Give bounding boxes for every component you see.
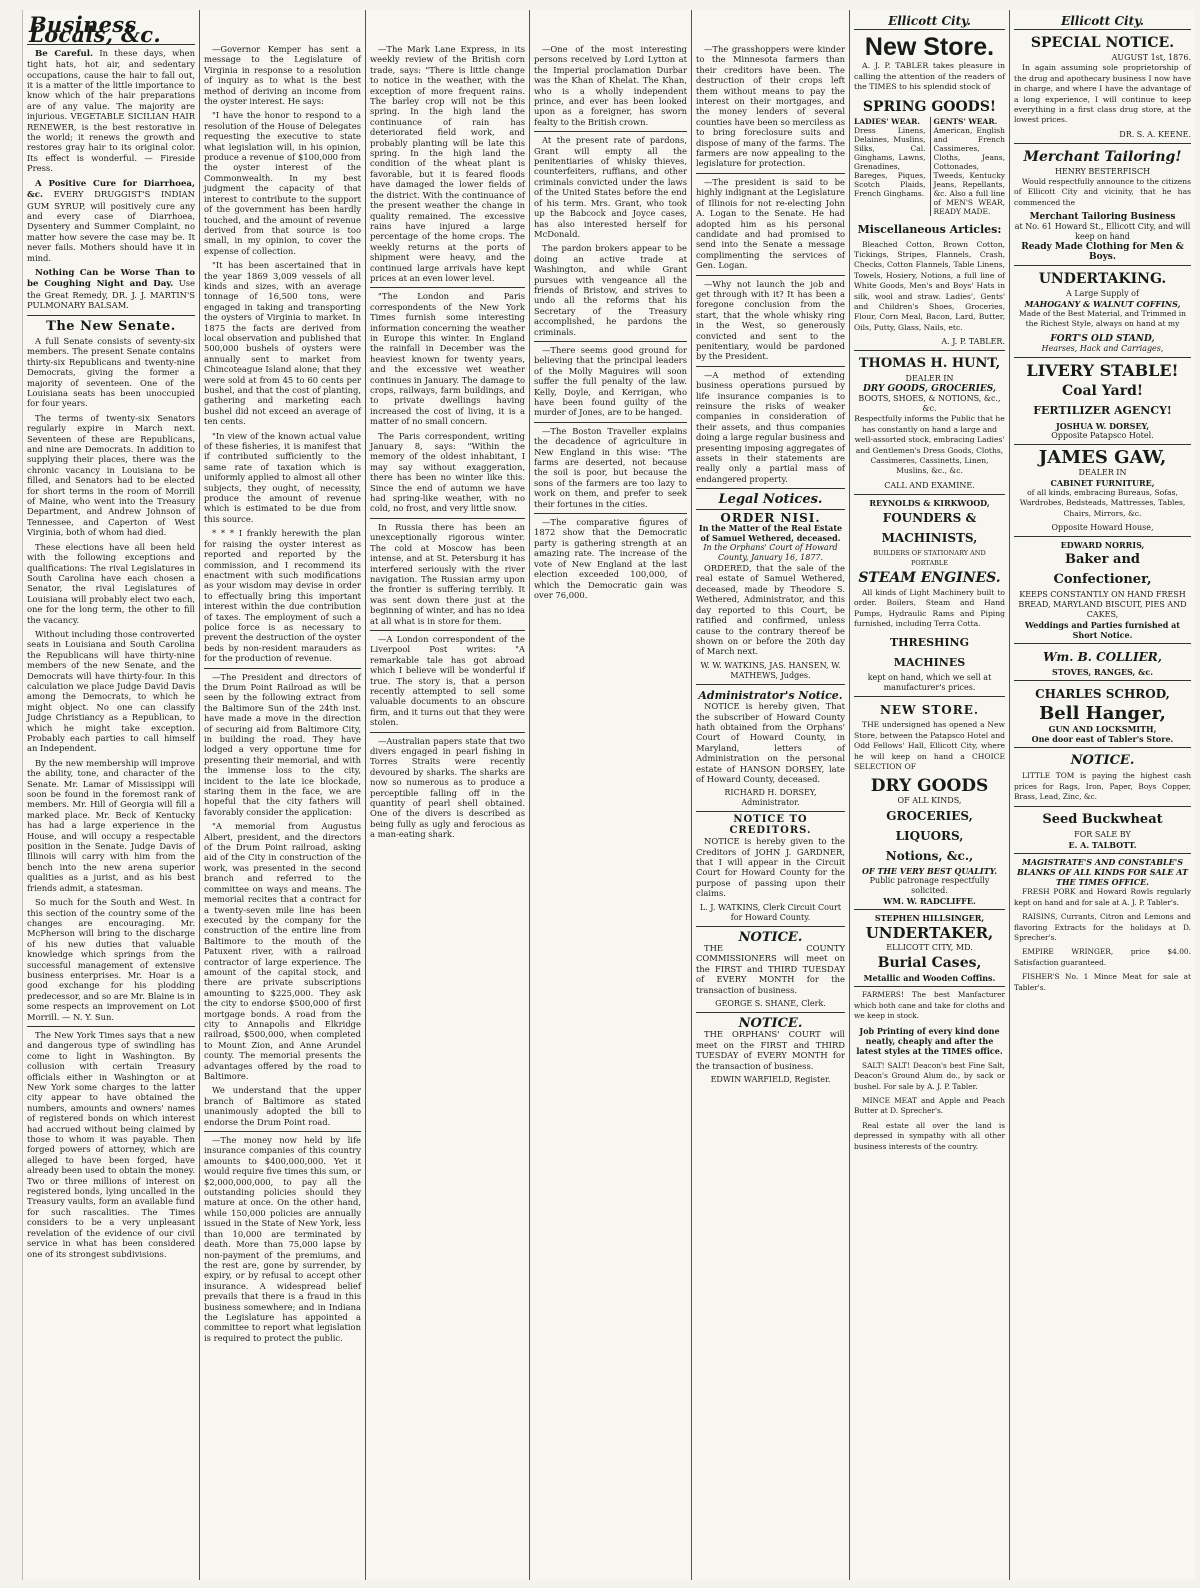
order-nisi-court: In the Orphans' Court of Howard County, January 16, 1877.: [703, 543, 838, 563]
cabinet-furniture: CABINET FURNITURE,: [1050, 477, 1155, 488]
article-paragraph: —The Boston Traveller explains the decadence of agriculture in New England in this wise: "The farms are deserted, not because the soil is poor, but because the sons of the farmers are too lazy to work on them, and prefer to seek their fortunes in the cities.: [534, 425, 687, 509]
patronage-line: Public patronage respectfully solicited.: [869, 876, 990, 896]
ellicott-city-line: ELLICOTT CITY, MD.: [886, 943, 973, 953]
column-3: [366, 10, 529, 1580]
furniture-list: of all kinds, embracing Bureaus, Sofas, Wardrobes, Bedsteads, Mattresses, Tables, Chairs, Mirrors, &c.: [1019, 487, 1186, 518]
article-paragraph: A full Senate consists of seventy-six members. The present Senate contains thirty-six Republicans and twenty-nine Democrats, giving the former a majority of seventeen. One of the Louisiana seats has been unoccupied for four years.: [27, 335, 195, 409]
article-paragraph: —The president is said to be highly indignant at the Legislature of Illinois for not re-electing John A. Logan to the Senate. He had adopted him as his personal candidate and had promised to send into the Senate a message complimenting the services of Gen. Logan.: [696, 176, 845, 271]
new-store-2-heading: NEW STORE.: [879, 703, 980, 718]
threshing-heading: THRESHING MACHINES: [889, 636, 970, 670]
article-paragraph: —The grasshoppers were kinder to the Minnesota farmers than their creditors have been. The destruction of their crops left them without means to pay the interest on their mortgages, and the money lenders of several counties have been so merciless as to bring foreclosure suits and dispose of many of the farms. The farmers are now appealing to the legislature for protection.: [696, 44, 846, 169]
article-paragraph: "It has been ascertained that in the year 1869 3,009 vessels of all kinds and sizes, with an average tonnage of 16,500 tons, were engaged in taking and transporting the oysters of Virginia to market. In 1875 the facts are derived from local observation and published that 500,000 bushels of oysters were annually sent to market from Chincoteague Island alone; that they were sold at from 45 to 60 cents per bushel, and that the cost of planting, gathering and marketing each bushel did not exceed an average of ten cents.: [204, 260, 361, 427]
door-location: One door east of Tabler's Store.: [1031, 734, 1174, 745]
baker-heading: Baker and Confectioner,: [1053, 552, 1152, 588]
gents-wear-label: GENTS' WEAR.: [933, 116, 998, 126]
article-paragraph: —A method of extending business operations pursued by life insurance companies is to reinsure the risks of weaker companies in consideration of their assets, and thus companies doing a large regular business and presenting imposing aggregates of assets in their statements are really only a partial mass of endangered property.: [696, 369, 845, 484]
nothing-worse-lead: Nothing Can be Worse Than to be Coughing Night and Day.: [27, 267, 195, 290]
column-1: [23, 10, 199, 1580]
steam-text: All kinds of Light Machinery built to order. Boilers, Steam and Hand Pumps, Hydraulic Rams and Piping furnished, including Terra Cotta.: [854, 587, 1005, 628]
positive-cure-text: EVERY DRUGGIST'S INDIAN GUM SYRUP, will positively cure any and every case of Diarrhoea, Dysentery and Summer Complaint, no matter how severe the case may be. It never fails. Mothers should have it in mind.: [27, 189, 195, 263]
ladies-wear-label: LADIES' WEAR.: [854, 116, 920, 126]
schrod-heading: CHARLES SCHROD,: [1035, 687, 1170, 702]
new-store-headline: New Store.: [864, 33, 995, 62]
dry-goods-headline: DRY GOODS: [870, 776, 989, 797]
be-careful-text: In these days, when tight hats, hot air, and sedentary occupations, cause the hair to fall out, it is a matter of the little importance to know which of the hair preparations are of any value. The majority are injurious. VEGETABLE SICILIAN HAIR RENEWER, is the best restorative in the world; it renews the growth and restores gray hair to its original color. Its effect is wonderful. — Fireside Press.: [27, 47, 196, 174]
raisins-ad: RAISINS, Currants, Citron and Lemons and flavoring Extracts for the holidays at D. Sprecher's.: [1014, 912, 1191, 942]
all-kinds: OF ALL KINDS,: [897, 796, 962, 806]
stoves-line: STOVES, RANGES, &c.: [1052, 667, 1153, 678]
notions-headline: Notions, &c.,: [885, 849, 974, 864]
article-paragraph: —A London correspondent of the Liverpool Post writes: "A remarkable tale has got abroad which I believe will be wonderful if true. The story is, that a person recently attempted to sell some valuable documents to an obscure firm, and it turns out that they were stolen.: [370, 633, 525, 728]
gents-wear-list: American, English and French Cassimeres, Cloths, Jeans, Cottonades, Tweeds, Kentucky Jeans, Repellants, &c. Also a full line of MEN'S WEAR, READY MADE.: [933, 125, 1005, 216]
farmers-ad: FARMERS! The best Manfacturer which both cane and take for cloths and we keep in stock.: [854, 990, 1005, 1021]
reynolds-name: REYNOLDS & KIRKWOOD,: [869, 497, 990, 508]
seed-buckwheat-heading: Seed Buckwheat: [1042, 812, 1163, 828]
hunt-subline: BOOTS, SHOES, & NOTIONS, &c., &c.: [858, 394, 1001, 414]
article-paragraph: —One of the most interesting persons received by Lord Lytton at the Imperial proclamation Durbar was the Khan of Khelat. The Khan, who is a wholly independent prince, and ever has been looked upon as a foreigner, has sworn fealty to the British crown.: [534, 44, 687, 127]
livery-stable-heading: LIVERY STABLE!: [1026, 360, 1179, 380]
notice-heading: NOTICE.: [1070, 753, 1135, 769]
column-2: [200, 10, 365, 1580]
real-estate-ad: Real estate all over the land is depressed in sympathy with all other business interests of the country.: [854, 1120, 1005, 1151]
column-6: [850, 10, 1009, 1580]
article-paragraph: The terms of twenty-six Senators regularly expire in March next. Seventeen of these are Republicans, and nine are Democrats. In addition to supplying their places, there was the chronic vacancy in Louisiana to be filled, and Senators had to be elected for short terms in the room of Morrill of Maine, who went into the Treasury Department, and Andrew Johnson of Tennessee, and Caperton of West Virginia, both of whom had died.: [27, 412, 195, 538]
tabler-intro: A. J. P. TABLER takes pleasure in calling the attention of the readers of the TIMES to his splendid stock of: [854, 61, 1005, 92]
merchant-name: HENRY BESTERFISCH: [1054, 166, 1151, 176]
hearses-line: Hearses, Hack and Carriages,: [1041, 343, 1164, 353]
hunt-name: THOMAS H. HUNT,: [858, 356, 1001, 372]
column-4: [530, 10, 691, 1580]
collier-heading: Wm. B. COLLIER,: [1043, 650, 1162, 665]
dorsey-address: Opposite Patapsco Hotel.: [1051, 430, 1154, 440]
spring-goods-headline: SPRING GOODS!: [862, 98, 997, 115]
article-paragraph: "A memorial from Augustus Albert, president, and the directors of the Drum Point railroad, asking aid of the City in construction of the work, was presented in the second branch and referred to the committee on ways and means. The memorial recites that a contract for a twenty-seven mile line has been executed by the company for the construction of the entire line from Baltimore to the mouth of the Patuxent river, with a railroad contractor of large experience. The amount of the capital stock, and there are private subscriptions amounting to $225,000. They ask the city to endorse $500,000 of first mortgage bonds. A road from the city to Annapolis and Elkridge railroad, $500,000, when completed to Mount Zion, and Anne Arundel county. The memorial presents the advantages offered by the road to Baltimore.: [204, 821, 361, 1081]
for-sale-by: FOR SALE BY: [1074, 830, 1131, 840]
special-notice-date: AUGUST 1st, 1876.: [1111, 53, 1191, 63]
ellicott-city-heading: Ellicott City.: [1061, 14, 1144, 28]
notice-heading: NOTICE.: [738, 1016, 803, 1032]
quality-line: OF THE VERY BEST QUALITY.: [861, 866, 998, 877]
notice-signature: GEORGE S. SHANE, Clerk.: [715, 999, 826, 1009]
notice-heading: NOTICE.: [738, 929, 803, 945]
edward-norris: EDWARD NORRIS,: [1060, 540, 1145, 551]
article-paragraph: —The comparative figures of 1872 show that the Democratic party is gathering strength at an amazing rate. The increase of the vote of New England at the last election exceeded 100,000, of which the Democratic gain was over 76,000.: [534, 517, 687, 600]
article-paragraph: "The London and Paris correspondents of the New York Times furnish some interesting information concerning the weather in Europe this winter. In England the rainfall in December was the heaviest known for twenty years, and the excessive wet weather continues in January. The damage to crops, railways, farm buildings, and to private dwellings having increased the cost of living, it is a matter of no small concern.: [370, 291, 525, 427]
blanks-ad: MAGISTRATE'S AND CONSTABLE'S BLANKS OF ALL KINDS FOR SALE AT THE TIMES OFFICE.: [1017, 857, 1188, 888]
ladies-wear-list: Dress Linens, Delaines, Muslins, Silks, Cal. Ginghams, Lawns, Grenadines, Bareges, Piques, Scotch Plaids, French Ginghams.: [854, 125, 926, 198]
article-paragraph: At the present rate of pardons, Grant will empty all the penitentiaries of whisky thieves, counterfeiters, ruffians, and other criminals convicted under the laws of the United States before the end of his term. Mrs. Grant, who took up the Babcock and Joyce cases, has also interested herself for McDonald.: [534, 135, 687, 239]
article-paragraph: * * * I frankly herewith the plan for raising the oyster interest as reported and reported by the commission, and I recommend its enactment with such modifications as your wisdom may devise in order to effectually bring this important interest within the due contribution of taxes. The employment of such a police force is as necessary to prevent the destruction of the oyster beds by non-resident marauders as for the production of revenue.: [204, 528, 361, 664]
creditors-notice-heading: NOTICE TO CREDITORS.: [729, 814, 812, 836]
article-paragraph: —Governor Kemper has sent a message to the Legislature of Virginia in response to a resolution of inquiry as to what is the best method of deriving an income from the oyster interest. He says:: [204, 44, 361, 107]
column-7: [1010, 10, 1195, 1580]
undertaking-text: Made of the Best Material, and Trimmed in the Richest Style, always on hand at my: [1018, 309, 1187, 329]
article-paragraph: So much for the South and West. In this section of the country some of the changes are encouraging. Mr. McPherson will bring to the discharge of his new duties that valuable knowledge which springs from the successful management of extensive business enterprises. Mr. Hoar is a good exchange for his plodding predecessor, and so are Mr. Blaine is in some respects an improvement on Lot Morrill. — N. Y. Sun.: [27, 897, 195, 1022]
article-paragraph: Without including those controverted seats in Louisiana and South Carolina the Republicans will have thirty-nine members of the new Senate, and the Democrats will have thirty-four. In this calculation we place Judge David Davis among the Democrats, to which he might object. No one can classify Judge Christiancy as a Republican, to which he might take exception. Probably each parties to call himself an Independent.: [27, 628, 195, 754]
article-paragraph: —The money now held by life insurance companies of this country amounts to $400,000,000. Yet it would require five times this sum, or $2,000,000,000, to pay all the outstanding policies should they mature at once. On the other hand, while 150,000 policies are annually issued in the State of New York, less than 10,000 are terminated by death. More than 75,000 lapse by non-payment of the premiums, and the rest are, gone by surrender, by expiry, or by refusal to accept other insurance. A widespread belief prevails that there is a fraud in this business somewhere; and in Indiana the Legislature has appointed a committee to report what legislation is required to protect the public.: [204, 1135, 361, 1343]
article-paragraph: "I have the honor to respond to a resolution of the House of Delegates requesting the executive to state what legislation will, in his opinion, produce a revenue of $100,000 from the oyster interest of the Commonwealth. In my best judgment the capacity of that interest to contribute to the support of the government has been hardly touched, and the amount of revenue derived from that source is too small, in my opinion, to cover the expense of collection.: [204, 110, 361, 256]
threshing-text: kept on hand, which we sell at manufacturer's prices.: [867, 673, 992, 693]
order-nisi-heading: ORDER NISI.: [720, 510, 821, 525]
hunt-call: CALL AND EXAMINE.: [884, 480, 975, 490]
notice-text: THE ORPHANS' COURT will meet on the FIRST and THIRD TUESDAY of EVERY MONTH for the transaction of business.: [696, 1029, 845, 1071]
bread-line: KEEPS CONSTANTLY ON HAND FRESH BREAD, MARYLAND BISCUIT, PIES AND CAKES,: [1018, 590, 1187, 620]
merchant-text: Would respectfully announce to the citizens of Ellicott City and vicinity, that he has commenced the: [1014, 176, 1191, 207]
ready-made-clothing: Ready Made Clothing for Men & Boys.: [1021, 242, 1184, 263]
fresh-pork-ad: FRESH PORK and Howard Rowls regularly kept on hand and for sale at A. J. P. Tabler's.: [1014, 887, 1191, 907]
article-paragraph: In Russia there has been an unexceptionally rigorous winter. The cold at Moscow has been intense, and at St. Petersburg it has interfered seriously with the river navigation. The Russian army upon the frontier is suffering terribly. It was sent down there just at the beginning of winter, and has no idea at all what is in store for them.: [370, 521, 525, 626]
article-paragraph: —Australian papers state that two divers engaged in pearl fishing in Torres Straits were recently devoured by sharks. The sharks are now so numerous as to produce a perceptible falling off in the quantity of pearl shell obtained. One of the divers is described as being fully as ugly and ferocious as a man-eating shark.: [370, 735, 525, 840]
undertaking-subline: A Large Supply of: [1066, 289, 1139, 299]
business-locals-heading: Business Locals, &c.: [29, 12, 161, 48]
hillsinger-name: STEPHEN HILLSINGER,: [874, 913, 985, 924]
creditors-signature: L. J. WATKINS, Clerk Circuit Court for Howard County.: [699, 902, 842, 922]
article-paragraph: The pardon brokers appear to be doing an active trade at Washington, and while Grant pursues with vengeance all the friends of Bristow, and strives to undo all the reforms that his Secretary of the Treasury accomplished, he pardons the criminals.: [534, 243, 687, 337]
talbott-name: E. A. TALBOTT.: [1068, 840, 1137, 851]
misc-articles-heading: Miscellaneous Articles:: [857, 222, 1002, 236]
article-paragraph: These elections have all been held with the following exceptions and qualifications: The rival Legislatures in South Carolina have each chosen a Senator, the rival Legislatures of Louisiana will probably elect two each, one for the long term, the other to fill the vacancy.: [27, 541, 195, 625]
times-article: The New York Times says that a new and dangerous type of swindling has come to light in Washington. By collusion with certain Treasury officials either in Washington or at New York some charges to the latter city appear to have obtained the numbers, amounts and owners' names of registered bonds on which interest had accrued without being claimed by those to whom it was payable. Then forged powers of attorney, which are alleged to have been forged, have already been used to obtain the money. Two or three millions of interest on registered bonds, lying uncalled in the Treasury vaults, form an available fund for such rascalities. The Times considers to be a very unpleasant revelation of the evidence of our civil service in what has been considered one of its strongest subdivisions.: [27, 1029, 195, 1259]
undertaker-heading: UNDERTAKER,: [865, 924, 994, 943]
legal-notices-heading: Legal Notices.: [718, 492, 823, 508]
tabler-signature: A. J. P. TABLER.: [941, 337, 1005, 347]
order-nisi-subtitle: In the Matter of the Real Estate of Samuel Wethered, deceased.: [698, 523, 843, 544]
article-paragraph: The Paris correspondent, writing January 8, says: "Within the memory of the oldest inhabitant, I may say without exaggeration, there has been no winter like this. Since the end of autumn we have had spring-like weather, with no cold, no frost, and very little snow.: [370, 430, 525, 514]
article-paragraph: —There seems good ground for believing that the principal leaders of the Molly Maguires will soon suffer the full penalty of the law. Kelly, Doyle, and Kerrigan, who have been found guilty of the murder of Jones, are to be hanged.: [534, 344, 687, 418]
order-nisi-text: ORDERED, that the sale of the real estate of Samuel Wethered, deceased, made by Theodore S. Wethered, Administrator, and this day reported to this Court, be ratified and confirmed, unless cause to the contrary thereof be shown on or before the 20th day of March next.: [696, 563, 845, 657]
weddings-line: Weddings and Parties furnished at Short Notice.: [1024, 620, 1181, 641]
ellicott-city-heading: Ellicott City.: [888, 14, 971, 28]
hunt-goods: DRY GOODS, GROCERIES,: [862, 384, 997, 395]
newspaper-page: [22, 10, 1195, 1580]
mince-meat-ad: FISHER'S No. 1 Mince Meat for sale at Tabler's.: [1014, 972, 1191, 992]
dealer-label: DEALER IN: [1078, 467, 1127, 477]
special-notice-heading: SPECIAL NOTICE.: [1030, 35, 1175, 52]
coffins-line: Metallic and Wooden Coffins.: [863, 973, 996, 984]
undertaking-heading: UNDERTAKING.: [1038, 271, 1167, 288]
misc-articles-text: Bleached Cotton, Brown Cotton, Tickings, Stripes, Flannels, Crash, Checks, Cotton Flannels, Table Linens, Towels, Hosiery, Notions, a full line of White Goods, Men's and Boys' Hats in silk, wool and straw. Ladies', Gents' and Children's Shoes, Groceries, Flour, Corn Meal, Bacon, Lard, Butter, Oils, Putty, Glass, Nails, etc.: [854, 239, 1005, 332]
be-careful-lead: Be Careful.: [35, 48, 94, 59]
creditors-notice-text: NOTICE is hereby given to the Creditors of JOHN J. GARDNER, that I will appear in the Circuit Court for Howard County for the purpose of passing upon their claims.: [696, 836, 845, 899]
builders-line: BUILDERS OF STATIONARY AND PORTABLE: [873, 548, 986, 567]
order-nisi-signature: W. W. WATKINS, JAS. HANSEN, W. MATHEWS, Judges.: [700, 660, 841, 680]
radcliffe-name: WM. W. RADCLIFFE.: [883, 896, 976, 907]
keene-signature: DR. S. A. KEENE.: [1119, 129, 1191, 139]
merchant-address: at No. 61 Howard St., Ellicott City, and will keep on hand: [1014, 222, 1191, 242]
mahogany-coffins: MAHOGANY & WALNUT COFFINS,: [1024, 299, 1181, 310]
article-paragraph: By the new membership will improve the ability, tone, and character of the Senate. Mr. Lamar of Mississippi will soon be found in the foremost rank of members. Mr. Hill of Georgia will fill a marked place. Mr. Beck of Kentucky has had a large experience in the House, and will occupy a respectable position in the Senate. Judge Davis of Illinois will carry with him from the bench into the new arena superior qualities as a jurist, and as his best friends admit, a statesman.: [27, 757, 195, 893]
notice-text: THE COUNTY COMMISSIONERS will meet on the FIRST and THIRD TUESDAY of EVERY MONTH for the transaction of business.: [696, 943, 845, 995]
article-paragraph: "In view of the known actual value of these fisheries, it is manifest that if contributed sufficiently to the same rate of taxation which is uniformly applied to almost all other subjects, they ought, of necessity, produce the amount of revenue which is estimated to be due from this source.: [204, 430, 361, 524]
merchant-business: Merchant Tailoring Business: [1029, 212, 1176, 223]
special-notice-text: In again assuming sole proprietorship of the drug and apothecary business I now have in charge, and where I have the advantage of a long experience, I will continue to keep everything in a first class drug store, at the lowest prices.: [1014, 63, 1191, 125]
column-5: [692, 10, 849, 1580]
notice-signature: EDWIN WARFIELD, Register.: [710, 1075, 831, 1085]
nothing-worse-text: Use the Great Remedy, DR. J. J. MARTIN'S PULMONARY BALSAM.: [27, 278, 195, 311]
steam-engines-heading: STEAM ENGINES.: [858, 569, 1001, 586]
salt-ad: SALT! SALT! Deacon's best Fine Salt, Deacon's Ground Alum do., by sack or bushel. For sale by A. J. P. Tabler.: [854, 1060, 1005, 1091]
administrator-signature: RICHARD H. DORSEY, Administrator.: [724, 788, 817, 808]
bell-hanger-heading: Bell Hanger,: [1039, 703, 1166, 725]
hunt-dealer-label: DEALER IN: [905, 374, 954, 384]
dorsey-name: JOSHUA W. DORSEY,: [1055, 420, 1149, 431]
little-tom-text: LITTLE TOM is paying the highest cash prices for Rags, Iron, Paper, Boys Copper, Brass, Lead, Zinc, &c.: [1014, 771, 1191, 801]
job-printing-ad: Job Printing of every kind done neatly, cheaply and after the latest styles at the TIMES office.: [856, 1025, 1003, 1057]
groceries-liquors: GROCERIES, LIQUORS,: [886, 809, 973, 844]
administrator-notice-heading: Administrator's Notice.: [698, 688, 843, 702]
founders-heading: FOUNDERS & MACHINISTS,: [881, 510, 978, 545]
mince-ad: MINCE MEAT and Apple and Peach Butter at D. Sprecher's.: [854, 1096, 1005, 1116]
positive-cure-lead: A Positive Cure for Diarrhoea, &c.: [27, 178, 195, 201]
merchant-tailoring-heading: Merchant Tailoring!: [1023, 148, 1182, 165]
james-gaw-heading: JAMES GAW,: [1038, 446, 1167, 468]
article-paragraph: —The Mark Lane Express, in its weekly review of the British corn trade, says: "There is little change to notice in the weather, with the exception of more frequent rains. The barley crop will not be this spring. In the high land the continuance of rain has deteriorated field work, and probably planting will be late this spring. In the high land the condition of the wheat plant is favorable, but it is feared floods have damaged the lower fields of the district. With the continuance of the present weather the change in quality remained. The excessive rains have injured a large percentage of the home crops. The weekly returns at the ports of shipment were heavy, and the continued large arrivals have kept prices at an even lower level.: [370, 44, 525, 283]
administrator-notice-text: NOTICE is hereby given, That the subscriber of Howard County hath obtained from the Orphans' Court of Howard County, in Maryland, letters of Administration on the personal estate of HANSON DORSEY, late of Howard County, deceased.: [696, 701, 845, 784]
coal-yard-heading: Coal Yard!: [1061, 382, 1144, 399]
empire-wringer-ad: EMPIRE WRINGER, price $4.00. Satisfaction guaranteed.: [1014, 947, 1191, 967]
new-store-2-text: THE undersigned has opened a New Store, between the Patapsco Hotel and Odd Fellows' Hall, Ellicott City, where he will keep on hand a CHOICE SELECTION OF: [854, 720, 1005, 771]
opposite-line: Opposite Howard House,: [1051, 523, 1154, 533]
new-senate-heading: The New Senate.: [46, 318, 176, 334]
old-stand: FORT'S OLD STAND,: [1050, 333, 1155, 344]
hunt-text: Respectfully informs the Public that he has constantly on hand a large and well-assorted stock, embracing Ladies' and Gentlemen's Dress Goods, Cloths, Cassimeres, Cassinetts, Linen, Muslins, &c., &c.: [854, 414, 1005, 476]
burial-cases: Burial Cases,: [877, 955, 982, 972]
gun-locksmith: GUN AND LOCKSMITH,: [1048, 724, 1157, 735]
article-paragraph: We understand that the upper branch of Baltimore as stated unanimously adopted the bill to endorse the Drum Point road.: [204, 1085, 361, 1127]
article-paragraph: —The President and directors of the Drum Point Railroad as will be seen by the following extract from the Baltimore Sun of the 24th inst. have made a move in the direction of securing aid from Baltimore City, in building the road. They have lodged a very opportune time for presenting their memorial, and with the immense loss to the city, incident to the late ice blockade, staring them in the face, we are hopeful that the city fathers will favorably consider the application:: [204, 671, 361, 817]
fertilizer-heading: FERTILIZER AGENCY!: [1033, 403, 1172, 417]
article-paragraph: —Why not launch the job and get through with it? It has been a foregone conclusion from the start, that the whole whisky ring in the West, so generously convicted and sent to the penitentiary, would be pardoned by the President.: [696, 278, 845, 362]
